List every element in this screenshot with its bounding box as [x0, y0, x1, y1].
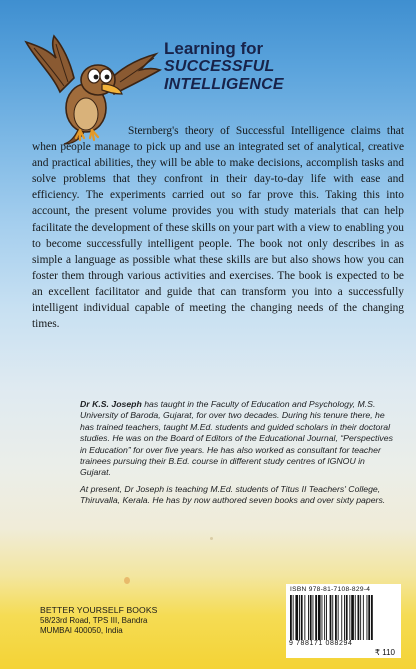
bio-paragraph-1: [80, 399, 396, 479]
publisher-block: [40, 605, 158, 637]
barcode-panel: [286, 584, 401, 658]
ean-number: 9 788171 088294: [289, 640, 353, 647]
publisher-address-line-1: 58/23rd Road, TPS III, Bandra: [40, 615, 148, 625]
price-label: ₹ 110: [374, 648, 395, 657]
book-heading: [164, 40, 404, 94]
heading-line-2: SUCCESSFUL: [164, 58, 275, 75]
stain-mark-small: [210, 537, 213, 540]
author-name: Dr K.S. Joseph: [80, 399, 142, 409]
heading-line-3: INTELLIGENCE: [164, 76, 284, 93]
back-cover-blurb: Sternberg's theory of Successful Intelligence claims that when people manage to pick up and use an integrated set of analytical, creative and practical abilities, they will be able to make decisions, accomplish tasks and solve problems that they confront in their day-to-day life with ease and efficiency. The experiments carried out so far prove this. Taking this into account, the present volume provides you with study materials that can help facilitate the development of these skills on your part with a view to enabling you to become successfully intelligent people. The book not only describes in as simple a language as possible what these skills are but also shows how you can foster them through various activities and exercises. The book is expected to be an excellent facilitator and guide that can transform you into a successfully intelligent individual capable of meeting the changing needs of the changing times.: [32, 125, 404, 331]
author-bio: [80, 399, 396, 512]
publisher-name: BETTER YOURSELF BOOKS: [40, 605, 158, 615]
bio-paragraph-1-text: has taught in the Faculty of Education and Psychology, M.S. University of Baroda, Gujarat, for over two decades. During his tenure there, he has trained teachers, taught M.Ed. students and guided scholars in their doctoral studies. He was on the Board of Editors of the Educational Journal, “Perspectives in Education” for over five years. He has also worked as consultant for teacher trainees pursuing their B.Ed. course in different study centres of IGNOU in Gujarat.: [80, 399, 393, 478]
barcode-icon: [289, 595, 398, 640]
publisher-address-line-2: MUMBAI 400050, India: [40, 626, 123, 636]
heading-line-1: Learning for: [164, 39, 264, 58]
isbn-label: ISBN 978-81-7108-829-4: [290, 586, 371, 593]
stain-mark: [124, 577, 130, 584]
bio-paragraph-2: At present, Dr Joseph is teaching M.Ed. students of Titus II Teachers' College, Thiruvalla, Kerala. He has by now authored seven books and over sixty papers.: [80, 483, 386, 506]
